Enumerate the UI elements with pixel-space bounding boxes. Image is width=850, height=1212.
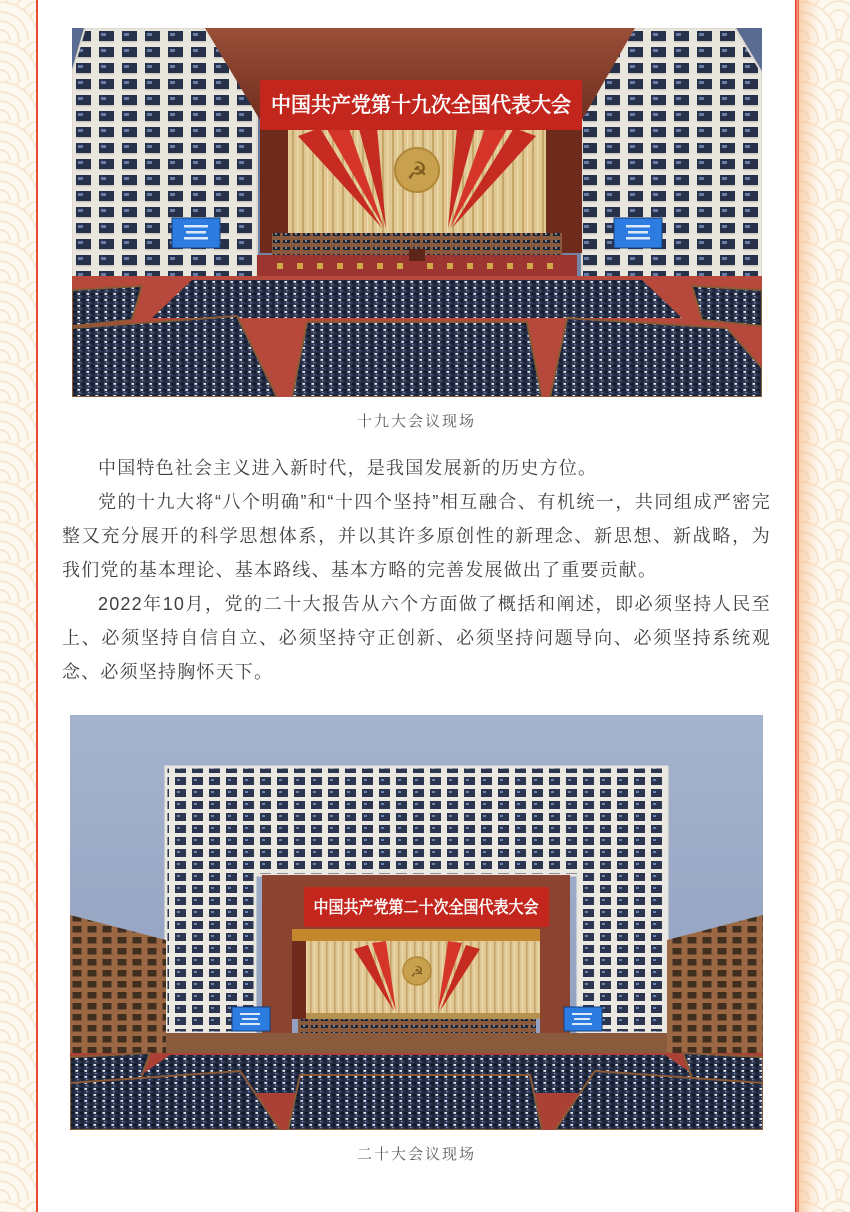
side-screen-right-20 [564, 1007, 602, 1031]
stage-drape-left-20 [292, 941, 306, 1019]
rear-wood-band-20 [166, 1033, 667, 1055]
photo-caption-20: 二十大会议现场 [356, 1146, 476, 1163]
side-screen-left-19 [172, 218, 220, 248]
article-content [38, 0, 795, 1212]
banner-text-19: 中国共产党第十九次全国代表大会 [270, 94, 586, 117]
party-emblem-icon: ☭ [410, 964, 424, 981]
congress-hall-20-illustration [70, 715, 763, 1130]
curtain-base-20 [306, 1013, 540, 1019]
party-emblem-icon: ☭ [405, 158, 428, 185]
article-paragraph: 党的十九大将“八个明确”和“十四个坚持”相互融合、有机统一，共同组成严密完整又充分展开的科学思想体系，并以其许多原创性的新理念、新思想、新战略，为我们党的基本理论、基本路线、基本方略的完善发展做出了重要贡献。 [62, 492, 771, 580]
article-paragraph: 中国特色社会主义进入新时代，是我国发展新的历史方位。 [98, 458, 598, 478]
congress-photo-20[interactable] [38, 715, 795, 1166]
congress-hall-19-illustration [72, 28, 762, 397]
article-paragraphs [38, 433, 795, 689]
side-screen-left-20 [232, 1007, 270, 1031]
side-screen-right-19 [614, 218, 662, 248]
gold-beam-20 [292, 929, 540, 941]
right-border-pattern [795, 0, 850, 1212]
peach-glow-gradient [799, 0, 819, 1212]
podium-19 [409, 249, 425, 261]
congress-photo-19[interactable] [38, 28, 795, 433]
seigaiha-pattern-left-icon [0, 0, 36, 1212]
left-border-pattern [0, 0, 38, 1212]
photo-caption-19: 十九大会议现场 [356, 413, 476, 430]
banner-text-20: 中国共产党第二十次全国代表大会 [313, 898, 569, 917]
delegates-orchestra-19 [152, 280, 682, 318]
article-paragraph: 2022年10月，党的二十大报告从六个方面做了概括和阐述，即必须坚持人民至上、必须坚持自信自立、必须坚持守正创新、必须坚持问题导向、必须坚持系统观念、必须坚持胸怀天下。 [62, 594, 771, 682]
